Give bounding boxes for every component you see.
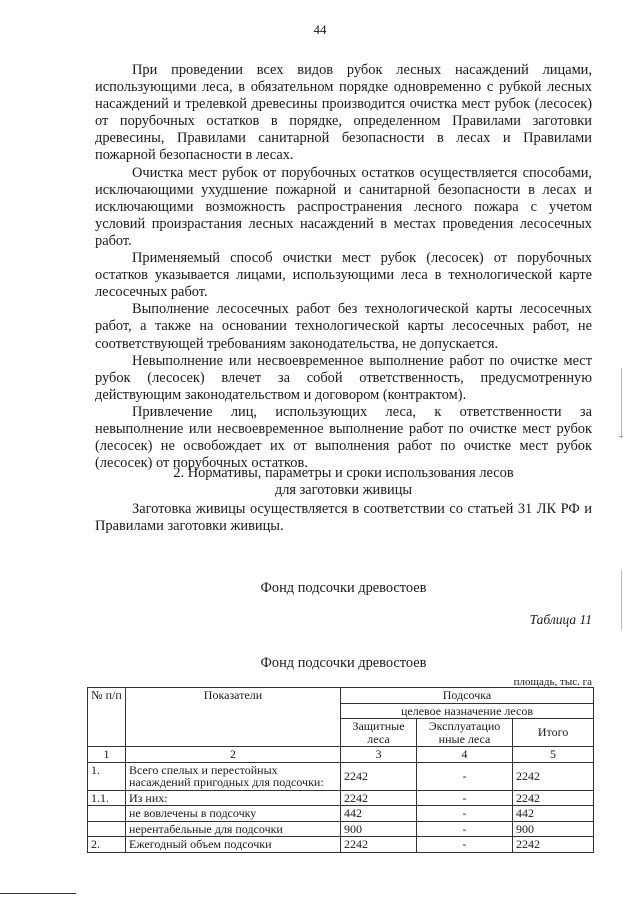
header-indicators: Показатели xyxy=(126,688,341,747)
row-protective: 2242 xyxy=(341,790,417,806)
header-protective: Защитные леса xyxy=(341,719,417,747)
row-exploitation: - xyxy=(417,762,513,790)
table-row xyxy=(88,821,594,837)
fund-table xyxy=(87,687,594,853)
table-row xyxy=(88,837,594,853)
paragraph: Невыполнение или несвоевременное выполнение работ по очистке мест рубок (лесосек) влечет за собой ответственность, предусмотренную действующим законодательством и договором (контрактом). xyxy=(95,352,592,403)
table-unit: площадь, тыс. га xyxy=(513,676,592,688)
row-num: 2. xyxy=(88,837,126,853)
row-num: 1. xyxy=(88,762,126,790)
scan-margin-mark xyxy=(621,570,622,630)
row-num: 1.1. xyxy=(88,790,126,806)
row-name: не вовлечены в подсочку xyxy=(126,806,341,822)
paragraph: При проведении всех видов рубок лесных насаждений лицами, использующими леса, в обязательном порядке одновременно с рубкой лесных насаждений и трелевкой древесины производится очистка мест рубок (лесосек) от порубочных остатков в порядке, определенном Правилами заготовки древесины, Правилами санитарной безопасности в лесах и Правилами пожарной безопасности в лесах. xyxy=(95,62,592,164)
header-purpose: целевое назначение лесов xyxy=(341,703,594,719)
col-number: 5 xyxy=(513,747,594,763)
row-protective: 2242 xyxy=(341,762,417,790)
section-text: Заготовка живицы осуществляется в соответствии со статьей 31 ЛК РФ и Правилами заготовки живицы. xyxy=(95,501,592,535)
paragraph: Применяемый способ очистки мест рубок (лесосек) от порубочных остатков указывается лицами, использующими леса в технологической карте лесосечных работ. xyxy=(95,250,592,301)
row-exploitation: - xyxy=(417,821,513,837)
row-total: 442 xyxy=(513,806,594,822)
fund-heading: Фонд подсочки древостоев xyxy=(260,580,427,596)
row-num xyxy=(88,806,126,822)
row-name: нерентабельные для подсочки xyxy=(126,821,341,837)
row-protective: 2242 xyxy=(341,837,417,853)
body-text xyxy=(95,62,592,472)
paragraph: Очистка мест рубок от порубочных остатков осуществляется способами, исключающими ухудшение пожарной и санитарной безопасности в лесах и исключающими возможность распространения лесного пожара с учетом условий произрастания лесных насаждений в местах проведения лесосечных работ. xyxy=(95,164,592,249)
row-name: Всего спелых и перестойных насаждений пригодных для подсочки: xyxy=(126,762,341,790)
table-row xyxy=(88,790,594,806)
table-row xyxy=(88,806,594,822)
section-title xyxy=(95,465,592,499)
row-exploitation: - xyxy=(417,837,513,853)
row-num xyxy=(88,821,126,837)
row-total: 900 xyxy=(513,821,594,837)
header-total: Итого xyxy=(513,719,594,747)
scan-margin-mark xyxy=(619,436,623,437)
col-number: 1 xyxy=(88,747,126,763)
col-number: 4 xyxy=(417,747,513,763)
section-title-line: 2. Нормативы, параметры и сроки использования лесов xyxy=(173,465,514,481)
header-exploitation: Эксплуатацио нные леса xyxy=(417,719,513,747)
section-title-line: для заготовки живицы xyxy=(274,482,413,498)
row-name: Из них: xyxy=(126,790,341,806)
row-exploitation: - xyxy=(417,790,513,806)
footnote-divider xyxy=(0,893,76,894)
row-name: Ежегодный объем подсочки xyxy=(126,837,341,853)
paragraph: Привлечение лиц, использующих леса, к ответственности за невыполнение или несвоевременное выполнение работ по очистке мест рубок (лесосек) не освобождает их от выполнения работ по очистке мест рубок (лесосек) от порубочных остатков. xyxy=(95,403,592,472)
row-protective: 442 xyxy=(341,806,417,822)
row-total: 2242 xyxy=(513,837,594,853)
page-number: 44 xyxy=(313,22,327,37)
table-label: Таблица 11 xyxy=(529,612,592,627)
row-total: 2242 xyxy=(513,762,594,790)
paragraph: Выполнение лесосечных работ без технологической карты лесосечных работ, а также на основании технологической карты лесосечных работ, не соответствующей требованиям законодательства, не допускается. xyxy=(95,301,592,352)
col-number: 2 xyxy=(126,747,341,763)
row-total: 2242 xyxy=(513,790,594,806)
col-number: 3 xyxy=(341,747,417,763)
scan-margin-mark xyxy=(621,368,622,438)
header-tapping: Подсочка xyxy=(341,688,594,704)
table-title: Фонд подсочки древостоев xyxy=(260,655,427,671)
header-num: № п/п xyxy=(88,688,126,747)
row-protective: 900 xyxy=(341,821,417,837)
table-row xyxy=(88,762,594,790)
row-exploitation: - xyxy=(417,806,513,822)
